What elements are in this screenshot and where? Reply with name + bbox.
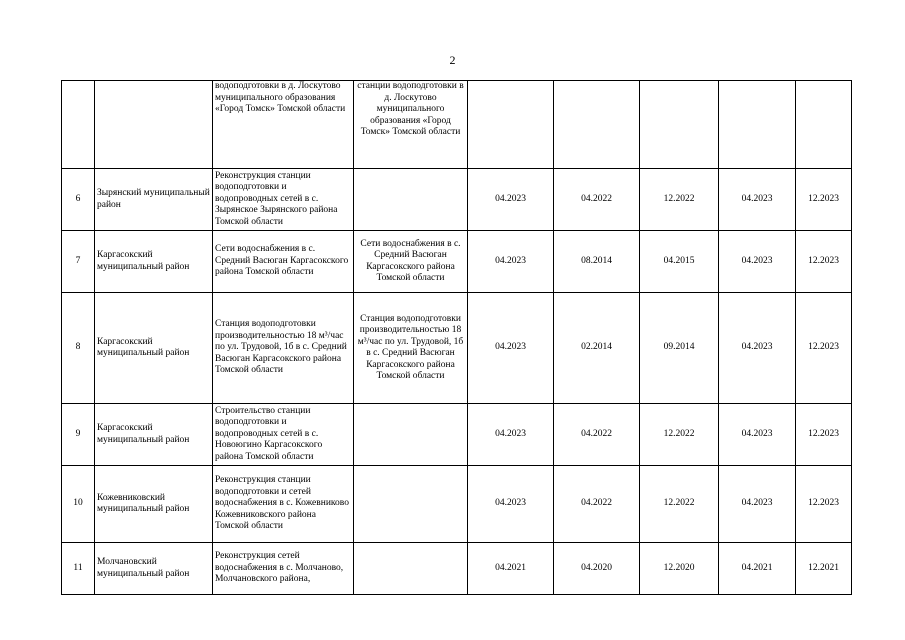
existing-object-cell: Сети водоснабжения в с. Средний Васюган Каргасокского района Томской области: [354, 231, 468, 293]
object-cell: Станция водоподготовки производительностью 18 м³/час по ул. Трудовой, 1б в с. Средний Васюган Каргасокского района Томской области: [213, 293, 354, 404]
table-row: [62, 293, 852, 404]
row-number: [62, 81, 95, 169]
district-cell: Зырянский муниципальный район: [95, 169, 213, 231]
date-cell: 04.2022: [554, 169, 640, 231]
date-cell: [640, 81, 719, 169]
date-cell: 08.2014: [554, 231, 640, 293]
row-number: 11: [62, 543, 95, 595]
date-cell: 04.2015: [640, 231, 719, 293]
date-cell: 04.2020: [554, 543, 640, 595]
date-cell: 04.2023: [719, 404, 796, 466]
date-cell: 12.2022: [640, 169, 719, 231]
table-body: [62, 81, 852, 595]
date-cell: 04.2021: [468, 543, 554, 595]
existing-object-cell: [354, 466, 468, 543]
date-cell: 04.2021: [719, 543, 796, 595]
date-cell: 04.2023: [719, 466, 796, 543]
existing-object-cell: Станция водоподготовки производительностью 18 м³/час по ул. Трудовой, 1б в с. Средний Васюган Каргасокского района Томской области: [354, 293, 468, 404]
object-cell: Реконструкция сетей водоснабжения в с. Молчаново, Молчановского района,: [213, 543, 354, 595]
date-cell: 12.2021: [796, 543, 852, 595]
district-cell: Каргасокский муниципальный район: [95, 404, 213, 466]
row-number: 7: [62, 231, 95, 293]
table-row: [62, 81, 852, 169]
object-cell: Сети водоснабжения в с. Средний Васюган Каргасокского района Томской области: [213, 231, 354, 293]
date-cell: 04.2023: [468, 466, 554, 543]
district-cell: Каргасокский муниципальный район: [95, 231, 213, 293]
row-number: 6: [62, 169, 95, 231]
date-cell: 12.2023: [796, 231, 852, 293]
date-cell: [719, 81, 796, 169]
existing-object-cell: [354, 169, 468, 231]
date-cell: 12.2023: [796, 466, 852, 543]
date-cell: 12.2020: [640, 543, 719, 595]
date-cell: 02.2014: [554, 293, 640, 404]
existing-object-cell: [354, 404, 468, 466]
object-cell: Реконструкция станции водоподготовки и сетей водоснабжения в с. Кожевниково Кожевниковского района Томской области: [213, 466, 354, 543]
date-cell: 04.2023: [468, 293, 554, 404]
date-cell: [554, 81, 640, 169]
object-cell: водоподготовки в д. Лоскутово муниципального образования «Город Томск» Томской области: [213, 81, 354, 169]
district-cell: Молчановский муниципальный район: [95, 543, 213, 595]
date-cell: 04.2023: [468, 231, 554, 293]
page-number: 2: [449, 53, 456, 67]
existing-object-cell: станции водоподготовки в д. Лоскутово муниципального образования «Город Томск» Томской области: [354, 81, 468, 169]
table-row: [62, 543, 852, 595]
date-cell: 04.2023: [719, 231, 796, 293]
date-cell: 12.2023: [796, 293, 852, 404]
date-cell: 04.2023: [719, 169, 796, 231]
date-cell: 04.2022: [554, 466, 640, 543]
date-cell: 12.2023: [796, 404, 852, 466]
date-cell: [468, 81, 554, 169]
date-cell: [796, 81, 852, 169]
row-number: 9: [62, 404, 95, 466]
district-cell: Каргасокский муниципальный район: [95, 293, 213, 404]
date-cell: 12.2022: [640, 404, 719, 466]
schedule-table: [61, 80, 852, 595]
date-cell: 12.2023: [796, 169, 852, 231]
object-cell: Строительство станции водоподготовки и водопроводных сетей в с. Новоюгино Каргасокского района Томской области: [213, 404, 354, 466]
date-cell: 04.2023: [719, 293, 796, 404]
existing-object-cell: [354, 543, 468, 595]
table-row: [62, 231, 852, 293]
row-number: 10: [62, 466, 95, 543]
date-cell: 09.2014: [640, 293, 719, 404]
row-number: 8: [62, 293, 95, 404]
table-row: [62, 169, 852, 231]
district-cell: [95, 81, 213, 169]
date-cell: 04.2023: [468, 169, 554, 231]
table-row: [62, 404, 852, 466]
district-cell: Кожевниковский муниципальный район: [95, 466, 213, 543]
object-cell: Реконструкция станции водоподготовки и водопроводных сетей в с. Зырянское Зырянского района Томской области: [213, 169, 354, 231]
date-cell: 04.2023: [468, 404, 554, 466]
date-cell: 12.2022: [640, 466, 719, 543]
date-cell: 04.2022: [554, 404, 640, 466]
table-row: [62, 466, 852, 543]
